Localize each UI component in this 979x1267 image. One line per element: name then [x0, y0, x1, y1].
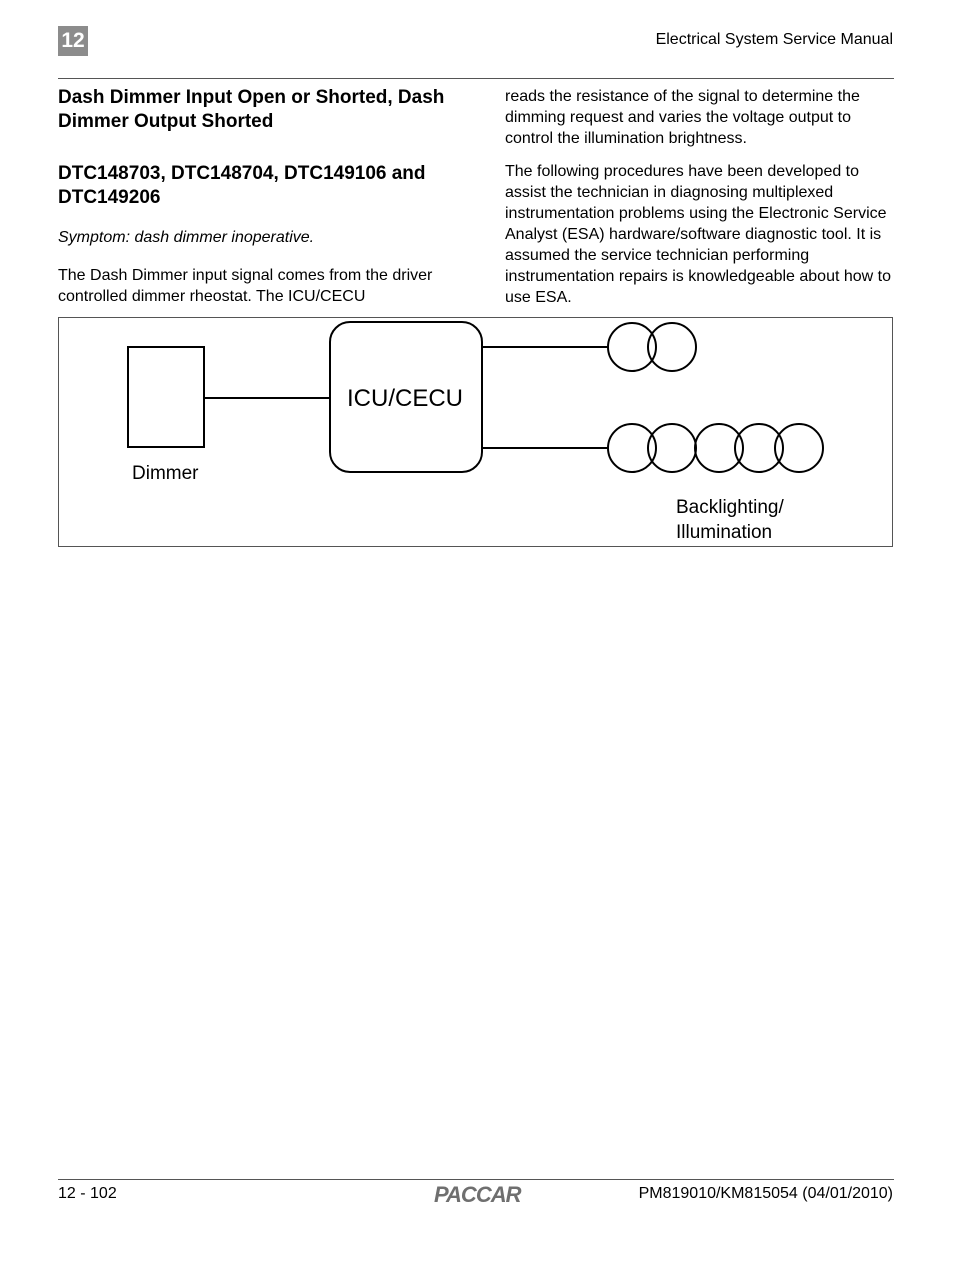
logo-text: PACCAR: [434, 1182, 521, 1207]
footer-rule: [58, 1179, 894, 1180]
icu-cecu-label: ICU/CECU: [346, 385, 464, 412]
backlighting-label: Backlighting/: [676, 497, 784, 518]
intro-paragraph: The Dash Dimmer input signal comes from the driver controlled dimmer rheostat. The ICU/CECU: [58, 267, 433, 305]
right-column: [505, 86, 897, 308]
manual-title: Electrical System Service Manual: [655, 31, 893, 48]
left-column: [58, 86, 458, 307]
dimmer-label: Dimmer: [132, 463, 199, 484]
illumination-label: Illumination: [676, 522, 773, 543]
symptom-text: Symptom: dash dimmer inoperative.: [58, 229, 315, 246]
chapter-badge: 12: [58, 26, 88, 56]
document-number: PM819010/KM815054 (04/01/2010): [638, 1185, 893, 1202]
dtc-heading: DTC148703, DTC148704, DTC149106 and DTC149206: [58, 163, 426, 208]
page-number: 12 - 102: [58, 1185, 117, 1202]
procedures-paragraph: The following procedures have been developed to assist the technician in diagnosing multiplexed instrumentation problems using the Electronic Service Analyst (ESA) hardware/software diagnostic tool. It is assumed the service technician performing instrumentation repairs is knowledgeable about how to use ESA.: [505, 163, 892, 306]
continued-paragraph: reads the resistance of the signal to determine the dimming request and varies the voltage output to control the illumination brightness.: [505, 88, 860, 147]
header-rule: [58, 78, 894, 79]
paccar-logo-svg: [432, 1181, 538, 1207]
section-heading: Dash Dimmer Input Open or Shorted, Dash Dimmer Output Shorted: [58, 87, 445, 132]
dimmer-circuit-diagram: [58, 317, 893, 547]
paccar-logo: [432, 1181, 538, 1212]
diagram-svg: [59, 318, 892, 546]
dimmer-box: [128, 347, 204, 447]
